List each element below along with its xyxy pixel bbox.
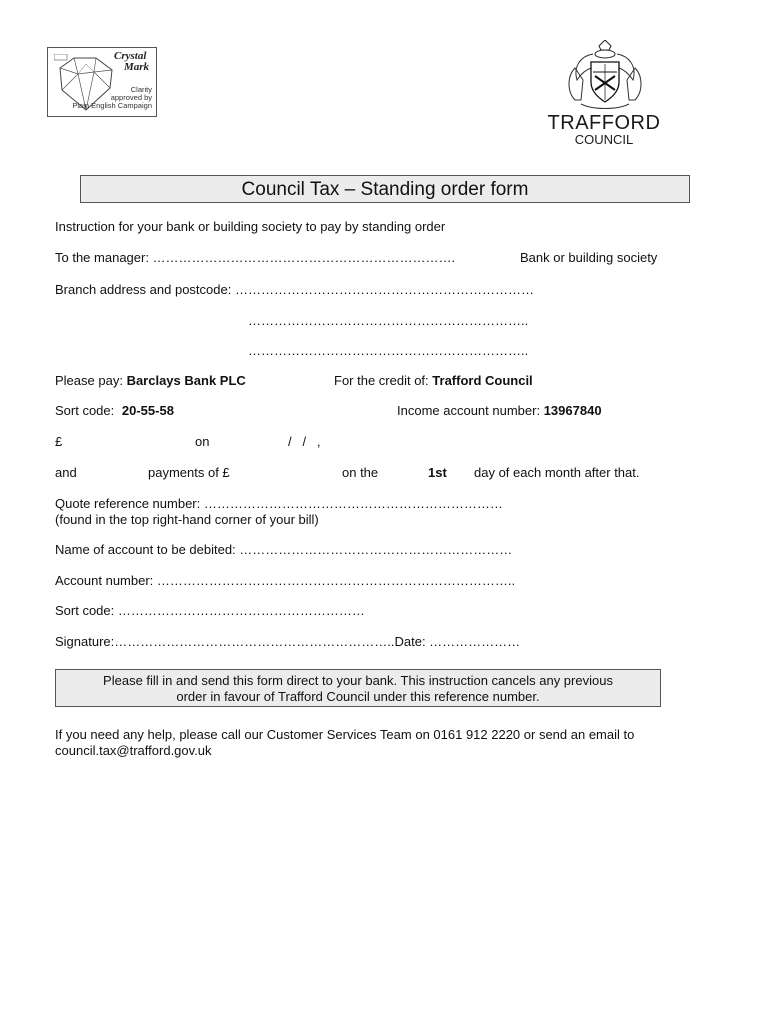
help-line-1: If you need any help, please call our Customer Services Team on 0161 912 2220 or send an email to: [55, 727, 635, 742]
please-pay-value: Barclays Bank PLC: [126, 373, 246, 388]
account-name-field[interactable]: Name of account to be debited: ………………………………………………………: [55, 542, 513, 557]
address-line-3-field[interactable]: ………………………………………………………..: [248, 343, 529, 358]
sort-code-field[interactable]: Sort code: …………………………………………………: [55, 603, 365, 618]
income-account-label: Income account number:: [397, 403, 541, 418]
account-number-field[interactable]: Account number: ………………………………………………………………………..: [55, 573, 516, 588]
to-manager-field[interactable]: To the manager: …………………………………………………………….: [55, 250, 456, 265]
payments-of-label: payments of £: [148, 465, 230, 480]
date-slashes[interactable]: / / ,: [288, 434, 321, 449]
crystal-mark-logo: [47, 47, 157, 117]
credit-of-value: Trafford Council: [432, 373, 533, 388]
income-account-row: [397, 403, 602, 418]
on-label: on: [195, 434, 210, 449]
address-line-2-field[interactable]: ………………………………………………………..: [248, 313, 529, 328]
sort-code-label: Sort code:: [55, 403, 115, 418]
pound-sign: £: [55, 434, 63, 449]
crystal-mark-sub2: approved by: [110, 93, 152, 102]
note-line-1: Please fill in and send this form direct to your bank. This instruction cancels any previous: [103, 673, 613, 688]
bank-or-society-label: Bank or building society: [520, 250, 658, 265]
council-crest-icon: [563, 40, 648, 110]
note-line-2: order in favour of Trafford Council under this reference number.: [176, 689, 540, 704]
please-pay-row: [55, 373, 246, 388]
credit-of-label: For the credit of:: [334, 373, 429, 388]
day-value: 1st: [428, 465, 447, 480]
crystal-mark-sub3: Plain English Campaign: [72, 101, 152, 110]
crystal-mark-title: Crystal Mark: [114, 50, 150, 73]
day-rest-label: day of each month after that.: [474, 465, 640, 480]
instruction-text: Instruction for your bank or building society to pay by standing order: [55, 219, 446, 234]
council-name: TRAFFORD: [547, 112, 661, 134]
form-title: Council Tax – Standing order form: [80, 175, 690, 203]
help-email-link[interactable]: council.tax@trafford.gov.uk: [55, 743, 212, 758]
instruction-note-box: [55, 669, 661, 707]
branch-address-field[interactable]: Branch address and postcode: ……………………………………………………………: [55, 282, 534, 297]
signature-date-field[interactable]: Signature:………………………………………………………..Date: …………………: [55, 634, 521, 649]
please-pay-label: Please pay:: [55, 373, 123, 388]
sort-code-value: 20-55-58: [121, 403, 174, 418]
credit-of-row: [334, 373, 533, 388]
sort-code-row: [55, 403, 174, 418]
on-the-label: on the: [342, 465, 379, 480]
and-label: and: [55, 465, 77, 480]
quote-reference-hint: (found in the top right-hand corner of your bill): [55, 512, 319, 527]
income-account-value: 13967840: [543, 403, 602, 418]
quote-reference-field[interactable]: Quote reference number: ……………………………………………………………: [55, 496, 503, 511]
council-sub: COUNCIL: [574, 132, 634, 147]
crystal-mark-sub1: Clarity: [130, 85, 152, 94]
